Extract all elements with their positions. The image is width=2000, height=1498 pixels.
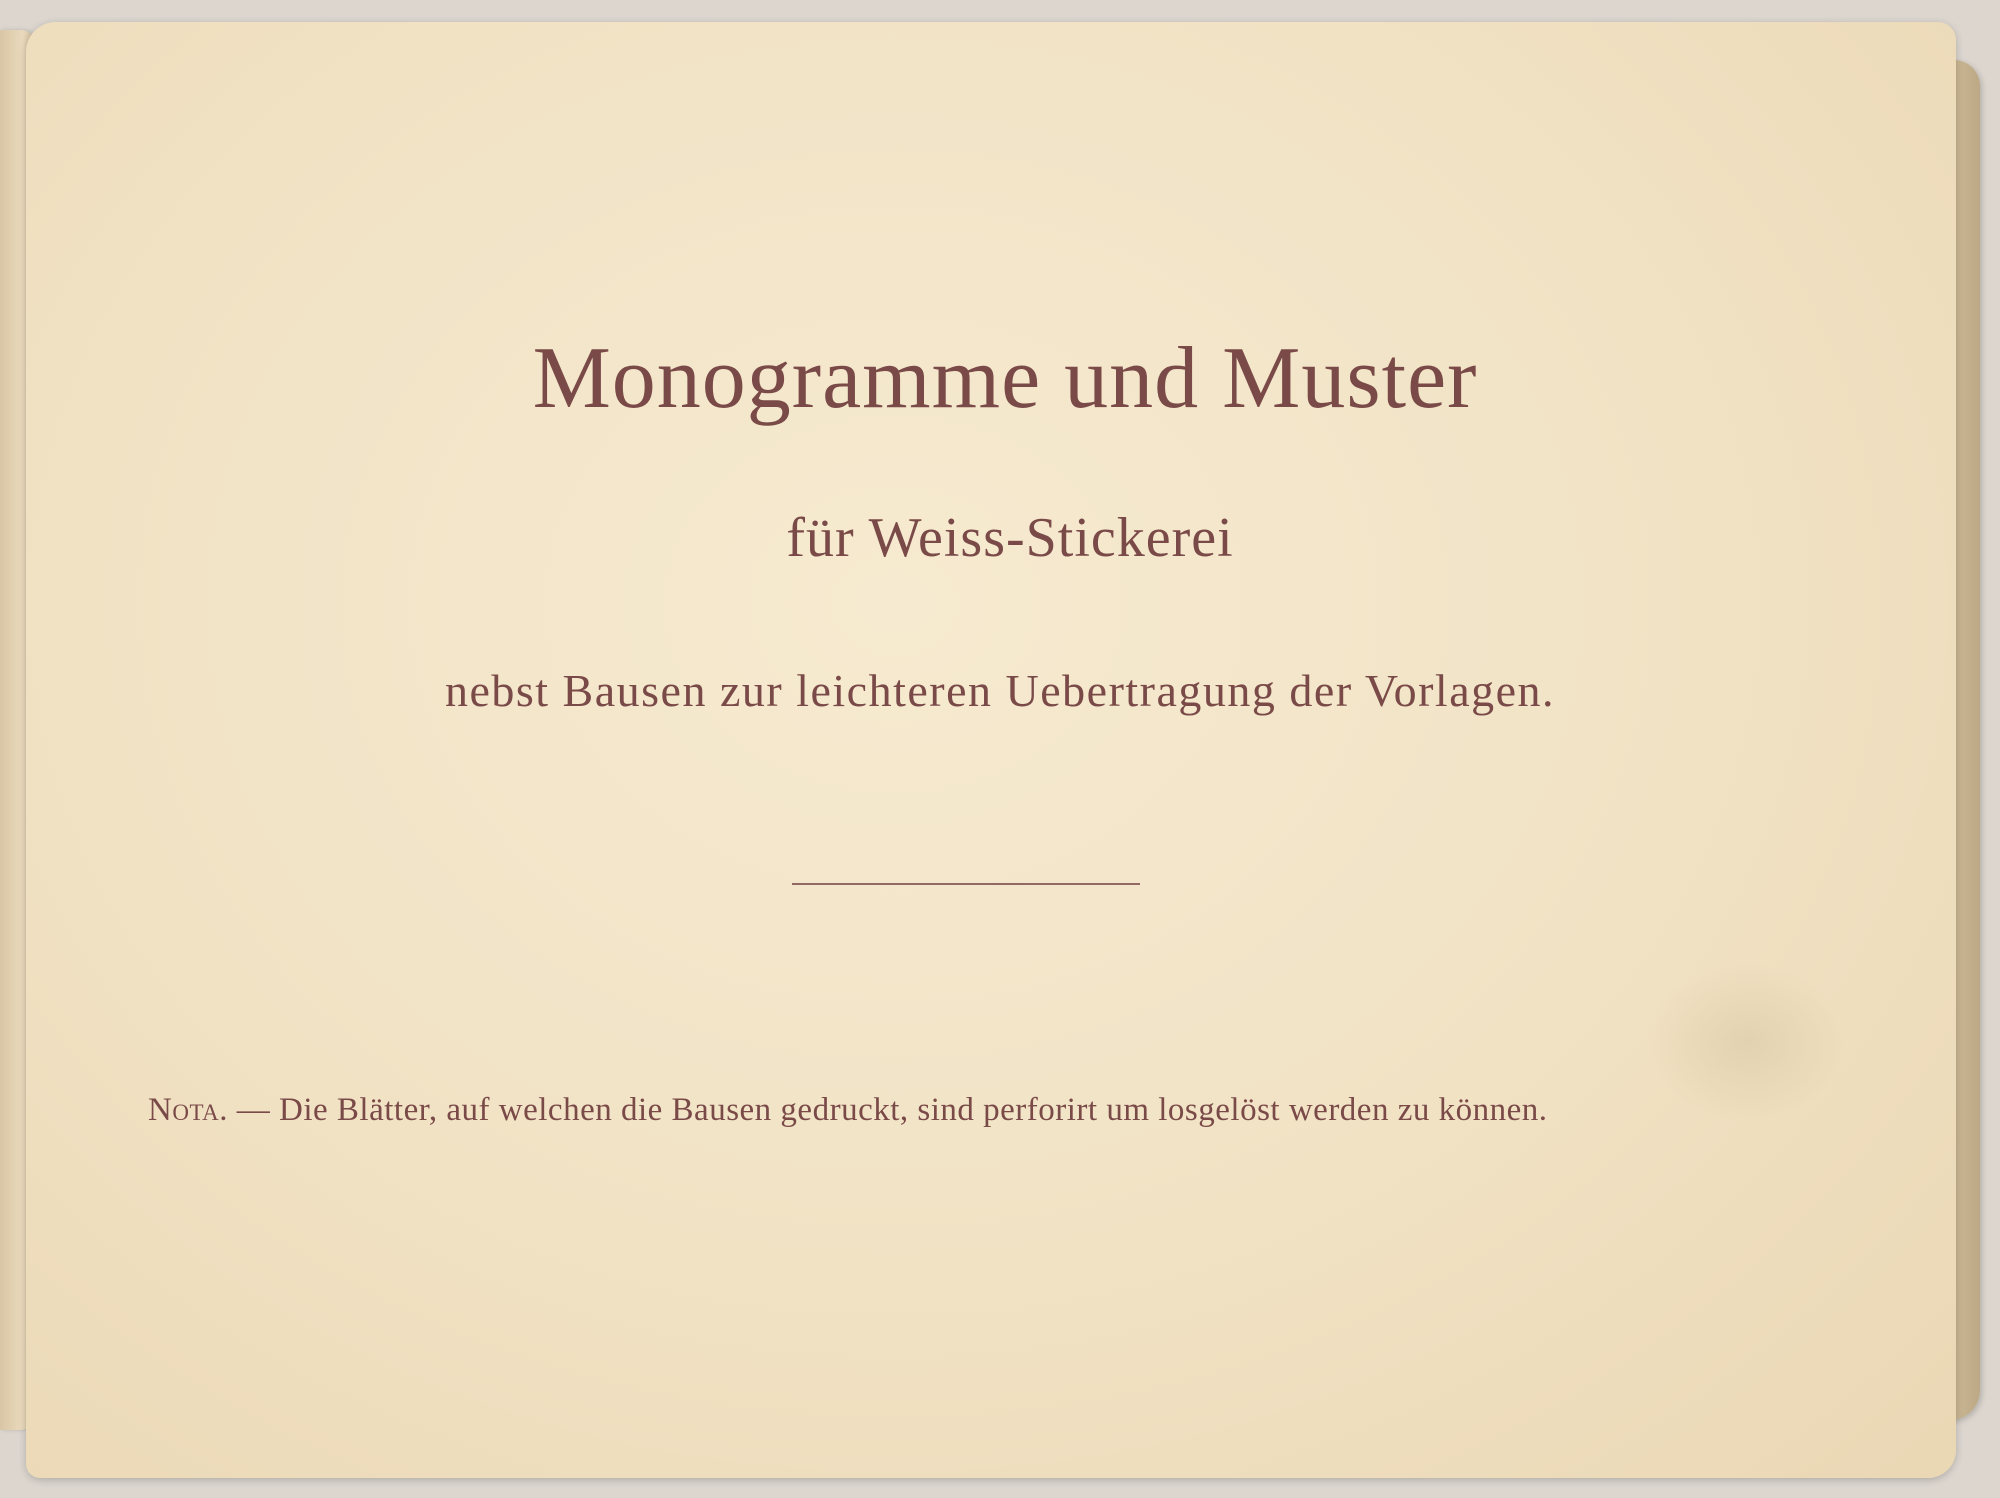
footnote-text: — Die Blätter, auf welchen die Bausen gedruckt, sind perforirt um losgelöst werden zu können. [228,1092,1548,1128]
page-subsubtitle: nebst Bausen zur leichteren Uebertragung der Vorlagen. [444,665,1556,716]
book-page [26,22,1956,1478]
footnote-label: Nota. [148,1092,229,1128]
page-subtitle: für Weiss-Stickerei [786,507,1234,569]
horizontal-rule [792,883,1140,885]
footnote [148,1092,1748,1129]
page-title: Monogramme und Muster [532,330,1478,427]
